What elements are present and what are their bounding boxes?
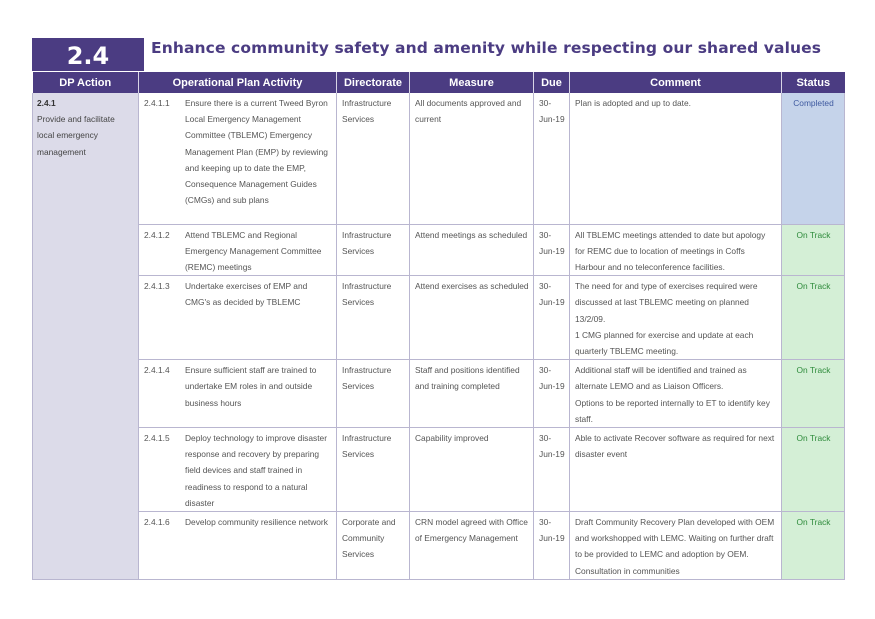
measure-cell: CRN model agreed with Office of Emergency Management [410,511,534,579]
comment-text-2: Options to be reported internally to ET to identify key staff. [575,397,770,424]
comment-cell: All TBLEMC meetings attended to date but apology for REMC due to location of meetings in Coffs Harbour and no teleconference facilities. [570,224,782,276]
due-cell: 30-Jun-19 [534,427,570,511]
activity-cell [139,93,337,224]
measure-cell: All documents approved and current [410,93,534,224]
comment-cell [570,276,782,360]
activity-number: 2.4.1.5 [144,432,170,443]
activity-text: Develop community resilience network [185,516,328,527]
dp-action-number: 2.4.1 [37,98,56,108]
measure-cell: Attend exercises as scheduled [410,276,534,360]
activity-cell [139,224,337,276]
status-badge: On Track [782,224,845,276]
due-cell: 30-Jun-19 [534,93,570,224]
header-directorate: Directorate [337,72,410,93]
table-row [33,276,845,360]
status-badge: On Track [782,276,845,360]
activity-text: Deploy technology to improve disaster response and recovery by preparing field devices and staff trained in readiness to respond to a natural disaster [185,432,327,508]
directorate-cell: Infrastructure Services [337,93,410,224]
comment-text: The need for and type of exercises required were discussed at last TBLEMC meeting on planned 13/2/09. [575,281,758,324]
header-measure: Measure [410,72,534,93]
table-row [33,360,845,428]
activity-cell [139,511,337,579]
activity-cell [139,427,337,511]
header-comment: Comment [570,72,782,93]
header-status: Status [782,72,845,93]
comment-text: Additional staff will be identified and trained as alternate LEMO and as Liaison Officers. [575,365,747,392]
due-cell: 30-Jun-19 [534,511,570,579]
due-cell: 30-Jun-19 [534,360,570,428]
dp-action-text: Provide and facilitate local emergency management [37,114,115,157]
activity-cell [139,360,337,428]
status-badge: On Track [782,360,845,428]
activity-text: Ensure there is a current Tweed Byron Local Emergency Management Committee (TBLEMC) Emergency Management Plan (EMP) by reviewing and keeping up to date the EMP, Consequence Management Guides (CMGs) and sub plans [185,98,328,206]
status-badge: On Track [782,511,845,579]
section-number-badge: 2.4 [32,38,144,71]
measure-cell: Attend meetings as scheduled [410,224,534,276]
comment-cell: Plan is adopted and up to date. [570,93,782,224]
activity-number: 2.4.1.4 [144,365,170,376]
activity-text: Undertake exercises of EMP and CMG's as decided by TBLEMC [185,281,308,308]
due-cell: 30-Jun-19 [534,224,570,276]
measure-cell: Capability improved [410,427,534,511]
activity-number: 2.4.1.6 [144,516,170,527]
comment-cell: Able to activate Recover software as required for next disaster event [570,427,782,511]
activity-text: Attend TBLEMC and Regional Emergency Management Committee (REMC) meetings [185,229,322,272]
comment-text-2: 1 CMG planned for exercise and update at each quarterly TBLEMC meeting. [575,329,754,356]
directorate-cell: Infrastructure Services [337,276,410,360]
directorate-cell: Infrastructure Services [337,427,410,511]
activity-text: Ensure sufficient staff are trained to undertake EM roles in and outside business hours [185,365,317,408]
header-dp-action: DP Action [33,72,139,93]
directorate-cell: Corporate and Community Services [337,511,410,579]
due-cell: 30-Jun-19 [534,276,570,360]
dp-action-cell [33,93,139,579]
table-row [33,427,845,511]
status-badge: Completed [782,93,845,224]
table-row [33,511,845,579]
activity-number: 2.4.1.3 [144,281,170,292]
activity-number: 2.4.1.2 [144,229,170,240]
measure-cell: Staff and positions identified and training completed [410,360,534,428]
directorate-cell: Infrastructure Services [337,360,410,428]
activity-cell [139,276,337,360]
header-due: Due [534,72,570,93]
table-header-row [33,72,845,93]
status-badge: On Track [782,427,845,511]
table-row [33,224,845,276]
directorate-cell: Infrastructure Services [337,224,410,276]
operational-plan-table [32,72,845,580]
activity-number: 2.4.1.1 [144,98,170,108]
section-title: Enhance community safety and amenity while respecting our shared values [151,39,822,57]
comment-cell: Draft Community Recovery Plan developed with OEM and workshopped with LEMC. Waiting on further draft to be provided to LEMC and adoption by OEM. Consultation in communities [570,511,782,579]
table-row [33,93,845,224]
header-activity: Operational Plan Activity [139,72,337,93]
comment-cell [570,360,782,428]
